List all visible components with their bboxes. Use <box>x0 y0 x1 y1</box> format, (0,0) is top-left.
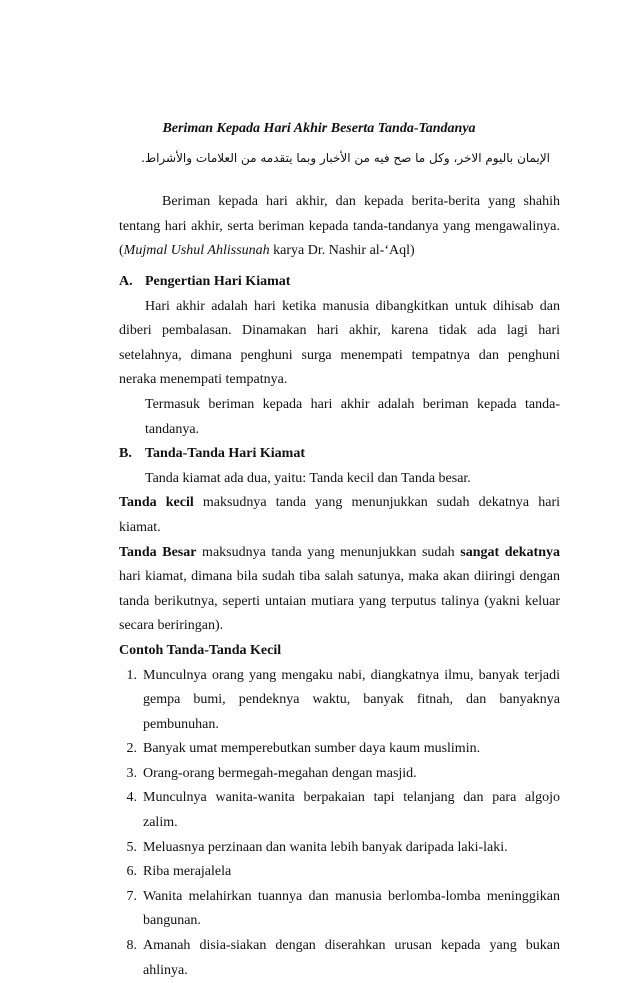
list-item-number: 6. <box>119 860 137 885</box>
list-item <box>119 885 560 934</box>
list-item <box>119 664 560 738</box>
tanda-besar-definition <box>119 541 560 639</box>
intro-paragraph-block <box>119 190 560 264</box>
list-item-number: 5. <box>119 836 137 861</box>
intro-paragraph <box>119 190 560 264</box>
list-item-text: Riba merajalela <box>143 864 231 879</box>
list-item-text: Munculnya orang yang mengaku nabi, diangkatnya ilmu, banyak terjadi gempa bumi, pendeknya waktu, banyak fitnah, dan banyaknya pembunuhan. <box>143 668 560 732</box>
section-a-heading <box>119 270 560 295</box>
list-item-text: Banyak umat memperebutkan sumber daya kaum muslimin. <box>143 741 480 756</box>
intro-source-title: Mujmal Ushul Ahlissunah <box>124 243 270 258</box>
section-b-heading <box>119 442 560 467</box>
section-a <box>119 270 560 983</box>
tanda-besar-term: Tanda Besar <box>119 545 196 560</box>
document-title: Beriman Kepada Hari Akhir Beserta Tanda-Tandanya <box>0 121 638 137</box>
list-item-number: 8. <box>119 934 137 959</box>
arabic-quote: الإيمان باليوم الاخر، وكل ما صح فيه من الأخبار وبما يتقدمه من العلامات والأشراط. <box>120 151 550 165</box>
tanda-kecil-definition <box>119 491 560 540</box>
section-a-paragraph-2: Termasuk beriman kepada hari akhir adalah beriman kepada tanda-tandanya. <box>119 393 560 442</box>
list-item <box>119 836 560 861</box>
section-b-label: B. <box>119 442 132 467</box>
section-a-label: A. <box>119 270 133 295</box>
intro-text: Beriman kepada hari akhir, dan kepada berita-berita yang shahih tentang hari akhir, serta beriman kepada tanda-tandanya yang mengawalinya. ( <box>119 194 560 258</box>
list-item-number: 1. <box>119 664 137 689</box>
section-a-paragraph-1: Hari akhir adalah hari ketika manusia dibangkitkan untuk dihisab dan diberi pembalasan. Dinamakan hari akhir, karena tidak ada lagi hari setelahnya, dimana penghuni surga menempati tempatnya dan penghuni neraka menempati tempatnya. <box>119 295 560 393</box>
list-item-number: 7. <box>119 885 137 910</box>
section-b-paragraph-1: Tanda kiamat ada dua, yaitu: Tanda kecil dan Tanda besar. <box>119 467 560 492</box>
section-b-heading-text: Tanda-Tanda Hari Kiamat <box>145 446 305 461</box>
tanda-besar-text-2: hari kiamat, dimana bila sudah tiba salah satunya, maka akan diiringi dengan tanda berikutnya, seperti untaian mutiara yang terputus talinya (yakni keluar secara beriringan). <box>119 569 560 633</box>
list-item-number: 3. <box>119 762 137 787</box>
list-item-text: Amanah disia-siakan dengan diserahkan urusan kepada yang bukan ahlinya. <box>143 938 560 978</box>
tanda-kecil-text: maksudnya tanda yang menunjukkan sudah dekatnya hari kiamat. <box>119 495 560 535</box>
list-item-text: Meluasnya perzinaan dan wanita lebih banyak daripada laki-laki. <box>143 840 508 855</box>
list-item-text: Wanita melahirkan tuannya dan manusia berlomba-lomba meninggikan bangunan. <box>143 889 560 929</box>
tanda-besar-emphasis: sangat dekatnya <box>460 545 560 560</box>
list-item-number: 2. <box>119 737 137 762</box>
list-item-text: Orang-orang bermegah-megahan dengan masjid. <box>143 766 417 781</box>
contoh-list <box>119 664 560 983</box>
contoh-heading: Contoh Tanda-Tanda Kecil <box>119 639 560 664</box>
list-item <box>119 934 560 983</box>
list-item-number: 4. <box>119 786 137 811</box>
list-item-text: Munculnya wanita-wanita berpakaian tapi telanjang dan para algojo zalim. <box>143 790 560 830</box>
tanda-kecil-term: Tanda kecil <box>119 495 194 510</box>
list-item <box>119 737 560 762</box>
list-item <box>119 762 560 787</box>
list-item <box>119 786 560 835</box>
section-a-heading-text: Pengertian Hari Kiamat <box>145 274 290 289</box>
tanda-besar-text-1: maksudnya tanda yang menunjukkan sudah <box>196 545 460 560</box>
intro-source-rest: karya Dr. Nashir al-‘Aql) <box>270 243 415 258</box>
list-item <box>119 860 560 885</box>
